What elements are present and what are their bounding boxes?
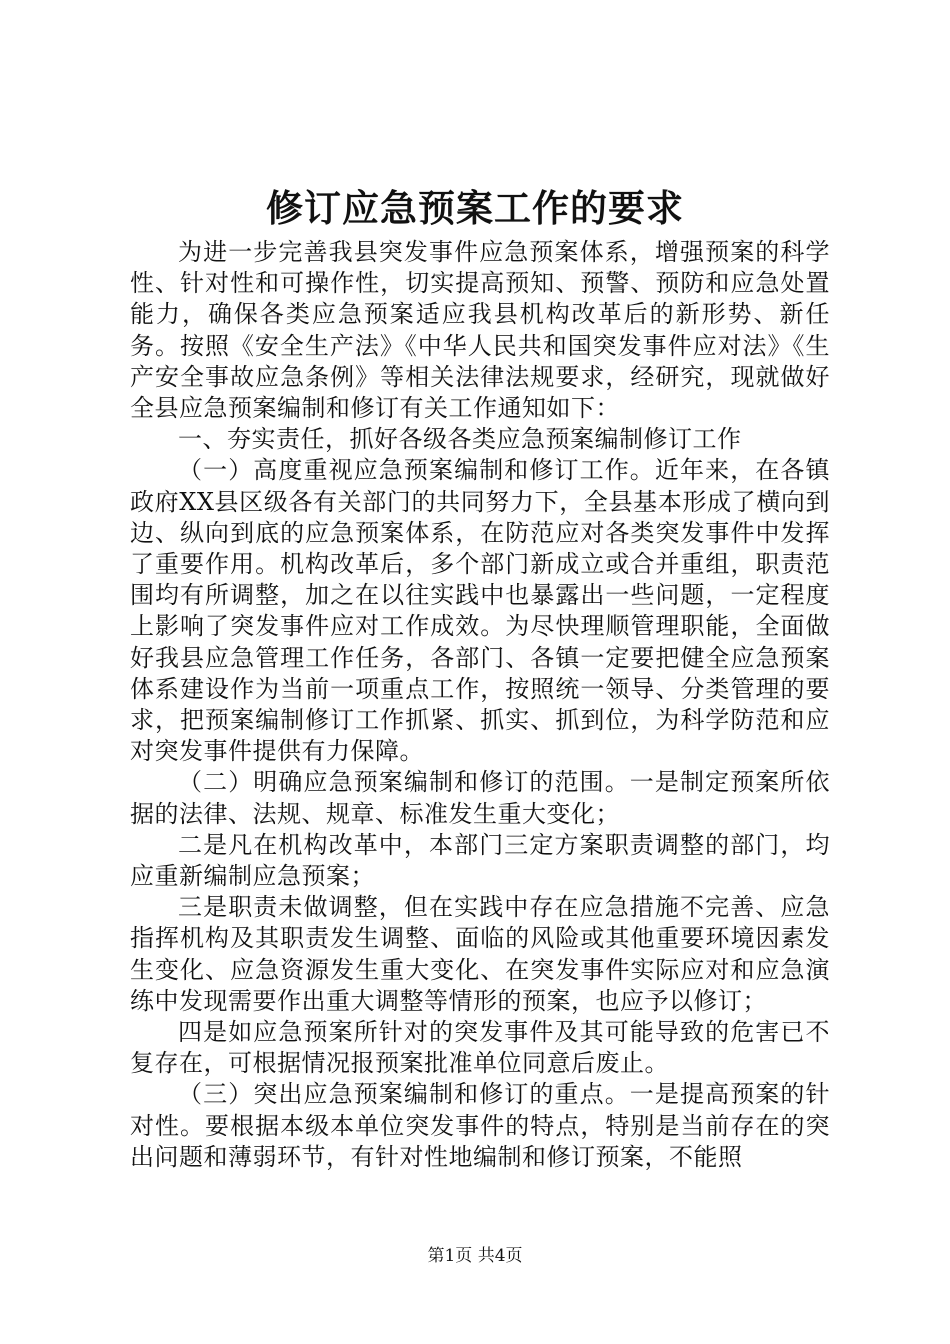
document-body [130,237,830,1173]
page-footer: 第1页 共4页 [427,1246,523,1266]
section-heading-1: 一、夯实责任，抓好各级各类应急预案编制修订工作 [178,425,742,454]
paragraph-item-2-point-3: 三是职责未做调整，但在实践中存在应急措施不完善、应急指挥机构及其职责发生调整、面临的风险或其他重要环境因素发生变化、应急资源发生重大变化、在突发事件实际应对和应急演练中发现需要作出重大调整等情形的预案，也应予以修订； [130,893,830,1015]
paragraph-item-3: （三）突出应急预案编制和修订的重点。一是提高预案的针对性。要根据本级本单位突发事件的特点，特别是当前存在的突出问题和薄弱环节，有针对性地编制和修订预案，不能照 [130,1080,830,1171]
document-title: 修订应急预案工作的要求 [266,186,684,230]
intro-paragraph: 为进一步完善我县突发事件应急预案体系，增强预案的科学性、针对性和可操作性，切实提高预知、预警、预防和应急处置能力，确保各类应急预案适应我县机构改革后的新形势、新任务。按照《安全生产法》《中华人民共和国突发事件应对法》《生产安全事故应急条例》等相关法律法规要求，经研究，现就做好全县应急预案编制和修订有关工作通知如下： [130,238,830,423]
paragraph-item-1: （一）高度重视应急预案编制和修订工作。近年来，在各镇政府XX县区级各有关部门的共同努力下，全县基本形成了横向到边、纵向到底的应急预案体系，在防范应对各类突发事件中发挥了重要作用。机构改革后，多个部门新成立或合并重组，职责范围均有所调整，加之在以往实践中也暴露出一些问题，一定程度上影响了突发事件应对工作成效。为尽快理顺管理职能，全面做好我县应急管理工作任务，各部门、各镇一定要把健全应急预案体系建设作为当前一项重点工作，按照统一领导、分类管理的要求，把预案编制修订工作抓紧、抓实、抓到位，为科学防范和应对突发事件提供有力保障。 [130,456,830,766]
paragraph-item-2: （二）明确应急预案编制和修订的范围。一是制定预案所依据的法律、法规、规章、标准发生重大变化； [130,768,830,828]
paragraph-item-2-point-2: 二是凡在机构改革中，本部门三定方案职责调整的部门，均应重新编制应急预案； [130,830,830,891]
paragraph-item-2-point-4: 四是如应急预案所针对的突发事件及其可能导致的危害已不复存在，可根据情况报预案批准单位同意后废止。 [130,1018,830,1078]
